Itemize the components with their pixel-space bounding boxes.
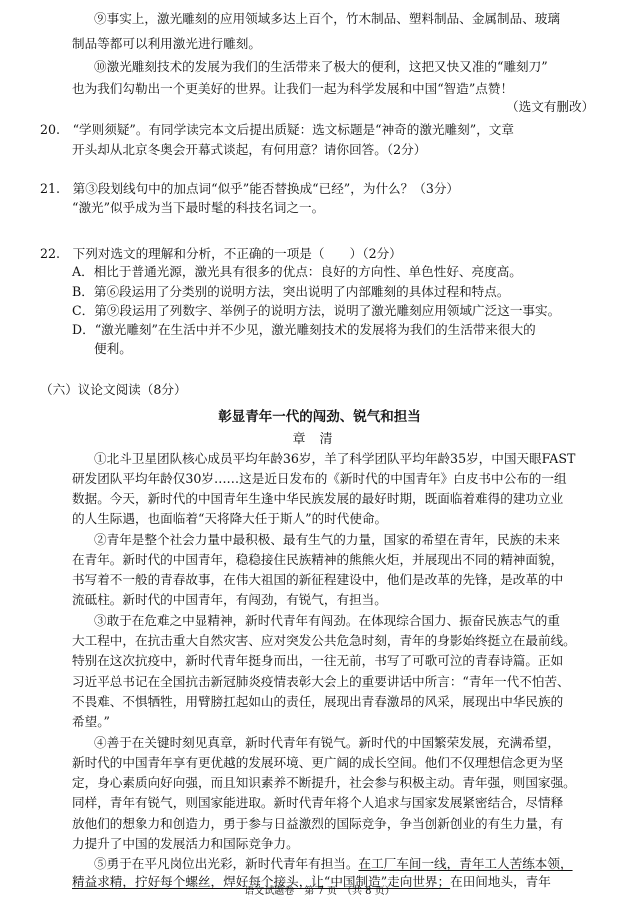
essay-line: ①北斗卫星团队核心成员平均年龄36岁，羊了科学团队平均年龄35岁，中国天眼FAST <box>94 451 576 466</box>
essay-line: 书写着不一般的青春故事，在伟大祖国的新征程建设中，他们是改革的先锋，是改革的中 <box>72 572 564 587</box>
essay-line: 的人生际遇，也面临着“天将降大任于斯人”的时代使命。 <box>72 511 388 526</box>
essay-line: 在青年。新时代的中国青年，稳稳接住民族精神的熊熊火炬，并展现出不同的精神面貌， <box>72 552 564 567</box>
option-d-cont: 便利。 <box>94 341 132 356</box>
question-20: 20. “学则须疑”。有同学读完本文后提出质疑：选文标题是“神奇的激光雕刻”，文章 <box>40 122 514 137</box>
essay-line: 流砥柱。新时代的中国青年，有闯劲，有锐气，有担当。 <box>72 592 387 607</box>
option-b: B．第⑥段运用了分类别的说明方法，突出说明了内部雕刻的具体过程和特点。 <box>72 284 510 299</box>
section-heading: （六）议论文阅读（8分） <box>40 382 187 397</box>
underlined-sentence: 在工厂车间一线，青年工人苦练本领， <box>358 856 573 871</box>
question-21-quote: “激光”似乎成为当下最时髦的科技名词之一。 <box>72 200 325 215</box>
question-22: 22. 下列对选文的理解和分析，不正确的一项是（ ）（2分） <box>40 246 402 261</box>
underlined-sentence-cont: 精益求精，拧好每个螺丝，焊好每个接头，让“中国制造”走向世界； <box>72 874 451 889</box>
essay-line: ②青年是整个社会力量中最积极、最有生气的力量，国家的希望在青年，民族的未来 <box>94 532 560 547</box>
p5-plain-cont: 在田间地头，青年 <box>450 874 551 889</box>
essay-author: 章清 <box>292 432 347 447</box>
essay-line: 习近平总书记在全国抗击新冠肺炎疫情表彰大会上的重要讲话中所言：“青年一代不怕苦、 <box>72 674 570 689</box>
option-d: D．“激光雕刻”在生活中并不少见，激光雕刻技术的发展将为我们的生活带来很大的 <box>72 322 536 337</box>
source-note: （选文有删改） <box>506 99 595 114</box>
essay-paragraph-5 <box>94 855 573 873</box>
passage-paragraph-10: ⑩激光雕刻技术的发展为我们的生活带来了极大的便利，这把又快又准的“雕刻刀” <box>94 59 548 74</box>
option-a: A．相比于普通光源，激光具有很多的优点：良好的方向性、单色性好、亮度高。 <box>72 264 522 279</box>
essay-line: 大工程中，在抗击重大自然灾害、应对突发公共危急时刻，青年的身影始终挺立在最前线。 <box>72 633 576 648</box>
question-21: 21. 第③段划线句中的加点词“似乎”能否替换成“已经”，为什么？（3分） <box>40 181 460 196</box>
question-20-cont: 开头却从北京冬奥会开幕式谈起，有何用意？请你回答。（2分） <box>72 142 427 157</box>
page-footer: 语文试题卷 第 7 页 （共 8 页） <box>244 886 395 897</box>
passage-paragraph-9-cont: 制品等都可以利用激光进行雕刻。 <box>72 36 261 51</box>
essay-line: 力提升了中国的发展活力和国际竞争力。 <box>72 836 299 851</box>
essay-title: 彰显青年一代的闯劲、锐气和担当 <box>218 409 421 425</box>
option-c: C．第⑨段运用了列数字、举例子的说明方法，说明了激光雕刻应用领域广泛这一事实。 <box>72 303 561 318</box>
essay-line: ③敢于在危难之中显精神，新时代青年有闯劲。在体现综合国力、振奋民族志气的重 <box>94 613 560 628</box>
essay-line: 研发团队平均年龄仅30岁……这是近日发布的《新时代的中国青年》白皮书中公布的一组 <box>72 471 567 486</box>
essay-line: 新时代的中国青年享有更优越的发展环境、更广阔的成长空间。他们不仅理想信念更为坚 <box>72 755 564 770</box>
essay-line: 同样，青年有锐气，则国家能进取。新时代青年将个人追求与国家发展紧密结合，尽情释 <box>72 795 564 810</box>
p5-plain: ⑤勇于在平凡岗位出光彩，新时代青年有担当。 <box>94 856 359 871</box>
essay-line: 定，身心素质向好向强，而且知识素养不断提升，社会参与积极主动。青年强，则国家强。 <box>72 775 576 790</box>
passage-paragraph-10-cont: 也为我们勾勒出一个更美好的世界。让我们一起为科学发展和中国“智造”点赞！ <box>72 81 514 96</box>
essay-line: 数据。今天，新时代的中国青年生逢中华民族发展的最好时期，既面临着难得的建功立业 <box>72 491 564 506</box>
essay-line: ④善于在关键时刻见真章，新时代青年有锐气。新时代的中国繁荣发展，充满希望， <box>94 735 560 750</box>
essay-line: 特别在这次抗疫中，新时代青年挺身而出，一往无前，书写了可歌可泣的青春诗篇。正如 <box>72 653 564 668</box>
essay-line: 不畏难、不惧牺牲，用臂膀扛起如山的责任，展现出青春激昂的风采，展现出中华民族的 <box>72 694 564 709</box>
passage-paragraph-9: ⑨事实上，激光雕刻的应用领域多达上百个，竹木制品、塑料制品、金属制品、玻璃 <box>94 11 560 26</box>
essay-line: 希望。” <box>72 714 110 729</box>
essay-line: 放他们的想象力和创造力，勇于参与日益激烈的国际竞争，争当创新创业的有生力量，有 <box>72 816 564 831</box>
